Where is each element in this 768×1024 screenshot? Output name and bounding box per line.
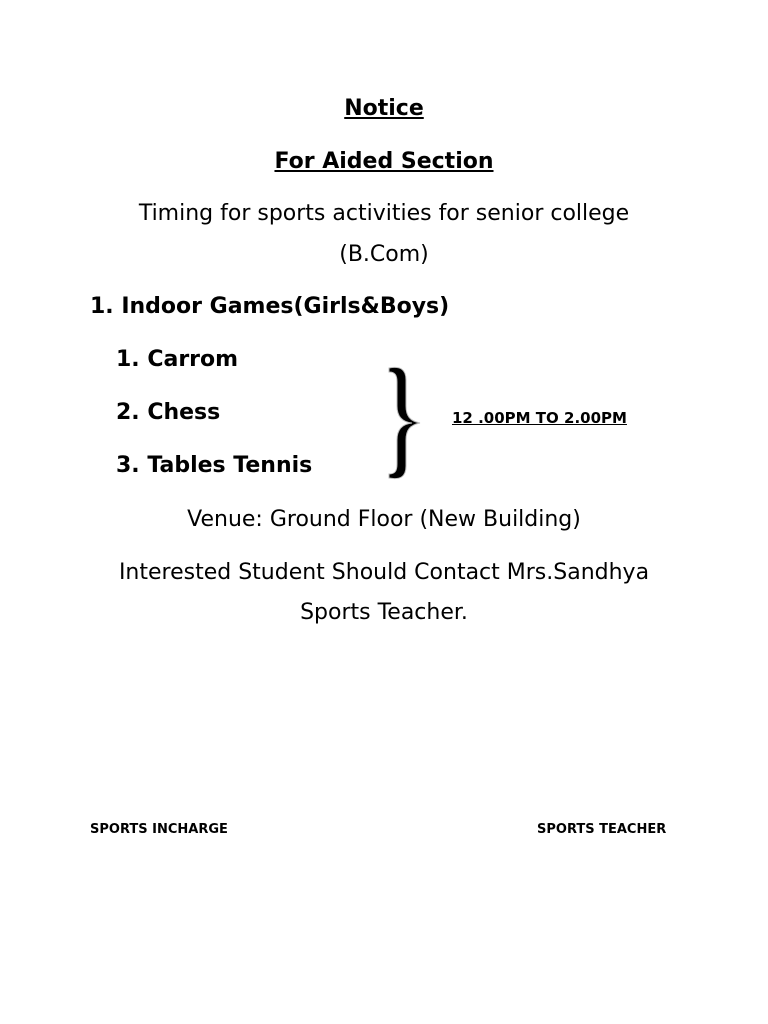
intro-line-2: (B.Com) [339,242,429,267]
section-heading: 1. Indoor Games(Girls&Boys) [90,294,450,319]
notice-subtitle: For Aided Section [274,149,494,174]
timing-text: 12 .00PM TO 2.00PM [452,409,627,427]
game-item-chess: 2. Chess [116,400,221,425]
right-brace-icon [386,362,426,484]
game-item-carrom: 1. Carrom [116,347,239,372]
contact-line-1: Interested Student Should Contact Mrs.Sandhya [118,560,650,585]
contact-line-2: Sports Teacher. [300,600,468,625]
intro-line-1: Timing for sports activities for senior college [138,201,630,226]
signature-sports-incharge: SPORTS INCHARGE [90,822,228,837]
signature-sports-teacher: SPORTS TEACHER [537,822,667,837]
game-item-table-tennis: 3. Tables Tennis [116,453,313,478]
notice-title: Notice [344,96,424,121]
venue-line: Venue: Ground Floor (New Building) [187,507,581,532]
